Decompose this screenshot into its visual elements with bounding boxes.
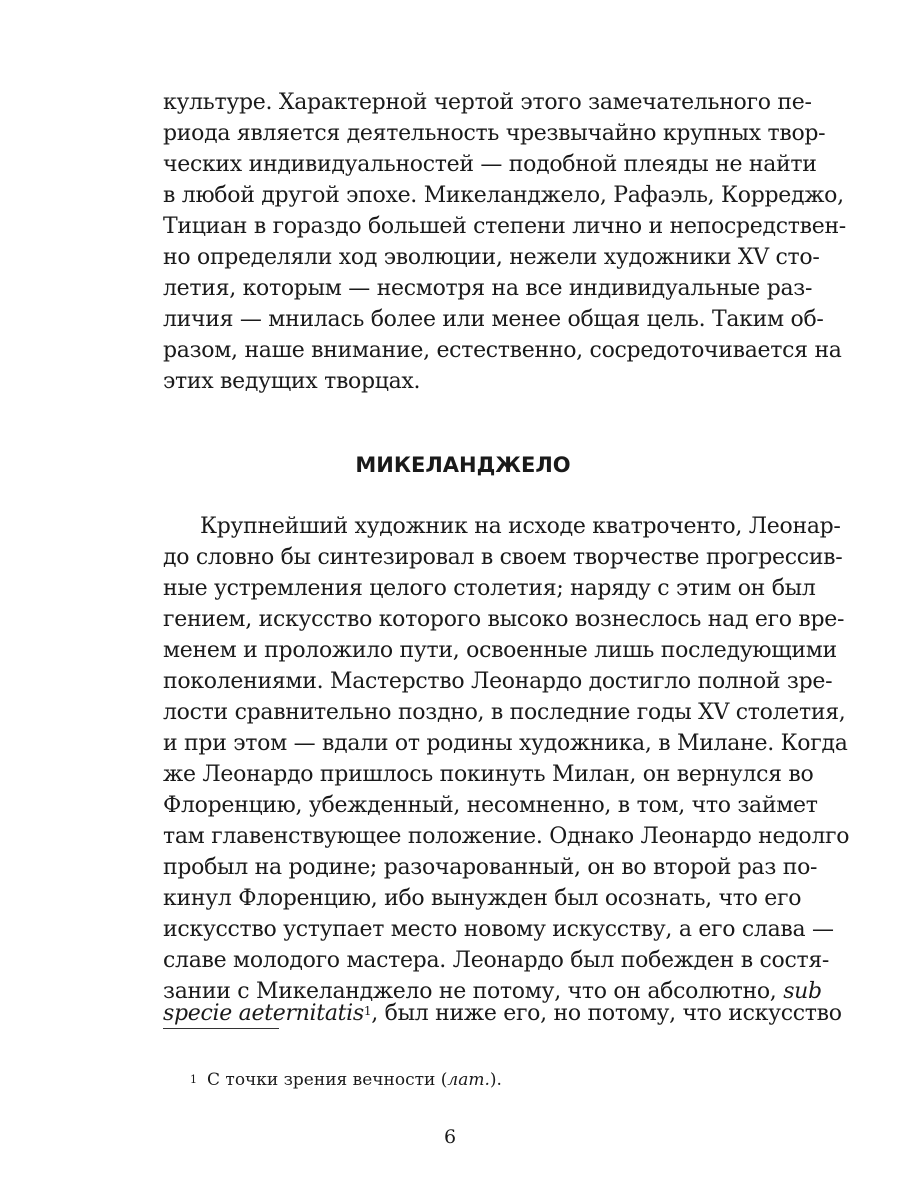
section-line-17-text: , был ниже его, но потому, что искусство: [371, 1001, 842, 1026]
intro-line-9: разом, наше внимание, естественно, сосредоточивается на: [163, 338, 842, 363]
footnote-italic: лат.: [447, 1070, 490, 1090]
section-line-7: лости сравнительно поздно, в последние годы XV столетия,: [163, 700, 846, 725]
intro-line-5: Тициан в гораздо большей степени лично и непосредствен-: [163, 214, 846, 239]
intro-line-8: личия — мнилась более или менее общая цель. Таким об-: [163, 307, 824, 332]
intro-line-6: но определяли ход эволюции, нежели художники XV сто-: [163, 245, 820, 270]
footnote-ref[interactable]: 1: [363, 1004, 372, 1018]
section-line-9: же Леонардо пришлось покинуть Милан, он вернулся во: [163, 762, 814, 787]
section-line-3: ные устремления целого столетия; наряду с этим он был: [163, 576, 816, 601]
intro-line-3: ческих индивидуальностей — подобной плеяды не найти: [163, 152, 817, 177]
section-line-15: славе молодого мастера. Леонардо был побежден в состя-: [163, 948, 830, 973]
section-line-8: и при этом — вдали от родины художника, в Милане. Когда: [163, 731, 848, 756]
intro-line-1: культуре. Характерной чертой этого замечательного пе-: [163, 90, 812, 115]
intro-line-10: этих ведущих творцах.: [163, 369, 421, 394]
section-line-11: там главенствующее положение. Однако Леонардо недолго: [163, 824, 850, 849]
section-heading: МИКЕЛАНДЖЕЛО: [355, 453, 571, 477]
footnote-marker: 1: [190, 1073, 197, 1086]
section-line-12: пробыл на родине; разочарованный, он во второй раз по-: [163, 855, 818, 880]
section-line-14: искусство уступает место новому искусству, а его слава —: [163, 917, 834, 942]
page-number: 6: [443, 1126, 457, 1148]
section-line-2: до словно бы синтезировал в своем творчестве прогрессив-: [163, 545, 843, 570]
section-line-16-text: зании с Микеланджело не потому, что он абсолютно,: [163, 979, 777, 1004]
footnote-text: С точки зрения вечности (: [207, 1070, 448, 1090]
footnote: [190, 1068, 502, 1092]
intro-line-2: риода является деятельность чрезвычайно крупных твор-: [163, 121, 826, 146]
section-line-6: поколениями. Мастерство Леонардо достигло полной зре-: [163, 669, 833, 694]
section-line-17: [163, 998, 842, 1029]
section-line-4: гением, искусство которого высоко вознеслось над его вре-: [163, 607, 845, 632]
section-line-10: Флоренцию, убежденный, несомненно, в том, что займет: [163, 793, 818, 818]
section-line-13: кинул Флоренцию, ибо вынужден был осознать, что его: [163, 886, 802, 911]
footnote-rule: [163, 1028, 279, 1029]
section-line-1: Крупнейший художник на исходе кватроченто, Леонар-: [200, 514, 841, 539]
intro-line-7: летия, которым — несмотря на все индивидуальные раз-: [163, 276, 813, 301]
latin-phrase: specie aeternitatis: [163, 1001, 364, 1026]
section-line-16-italic: sub: [783, 979, 822, 1004]
intro-line-4: в любой другой эпохе. Микеланджело, Рафаэль, Корреджо,: [163, 183, 844, 208]
footnote-end: ).: [489, 1070, 502, 1090]
section-line-5: менем и проложило пути, освоенные лишь последующими: [163, 638, 837, 663]
